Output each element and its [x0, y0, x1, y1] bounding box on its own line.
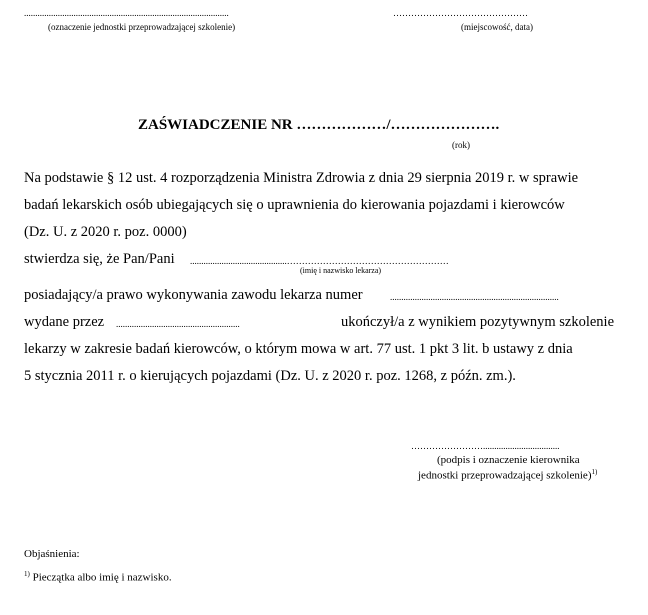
year-caption: (rok): [452, 140, 470, 150]
doctor-name-caption: (imię i nazwisko lekarza): [300, 266, 382, 275]
doctor-name-dotted-line: ...........................................………………………………………………: [190, 256, 449, 266]
explanations-heading: Objaśnienia:: [24, 548, 80, 560]
body-line-5-label: posiadający/a prawo wykonywania zawodu lekarza numer: [24, 287, 363, 303]
footnote-text: Pieczątka albo imię i nazwisko.: [32, 571, 172, 584]
signature-dotted-line: ……………………..................................: [411, 441, 560, 451]
signature-caption-line-1: (podpis i oznaczenie kierownika: [437, 454, 580, 466]
body-line-6-label: wydane przez: [24, 314, 105, 330]
place-date-caption: (miejscowość, data): [461, 22, 533, 32]
signature-caption-line-2: jednostki przeprowadzającej szkolenie)$^{1)}$: [418, 468, 598, 482]
body-line-4-label: stwierdza się, że Pan/Pani: [24, 251, 175, 267]
body-line-7: lekarzy w zakresie badań kierowców, o którym mowa w art. 77 ust. 1 pkt 3 lit. b ustawy z dnia: [24, 341, 573, 357]
body-line-8: 5 stycznia 2011 r. o kierujących pojazdami (Dz. U. z 2020 r. poz. 1268, z późn. zm.).: [24, 368, 516, 384]
body-line-3: (Dz. U. z 2020 r. poz. 0000): [24, 224, 187, 240]
body-line-1: Na podstawie § 12 ust. 4 rozporządzenia Ministra Zdrowia z dnia 29 sierpnia 2019 r. w sprawie: [24, 170, 579, 186]
certificate-title: ZAŚWIADCZENIE NR ………………/………………….: [138, 117, 500, 133]
footnote: [24, 570, 172, 584]
signature-footnote-ref: 1): [591, 468, 598, 476]
place-date-dotted-line: ………………………………………: [393, 8, 528, 18]
unit-caption: (oznaczenie jednostki przeprowadzającej szkolenie): [48, 22, 236, 32]
footnote-marker: 1): [24, 570, 30, 578]
issued-by-dotted-line: .......................................................: [116, 319, 240, 329]
body-line-6-rest: ukończył/a z wynikiem pozytywnym szkolenie: [341, 314, 615, 330]
body-line-2: badań lekarskich osób ubiegających się o uprawnienia do kierowania pojazdami i kierowców: [24, 197, 565, 213]
license-number-dotted-line: ...........................................................................: [390, 292, 559, 302]
unit-dotted-line: ...........................................................................................: [24, 8, 229, 18]
